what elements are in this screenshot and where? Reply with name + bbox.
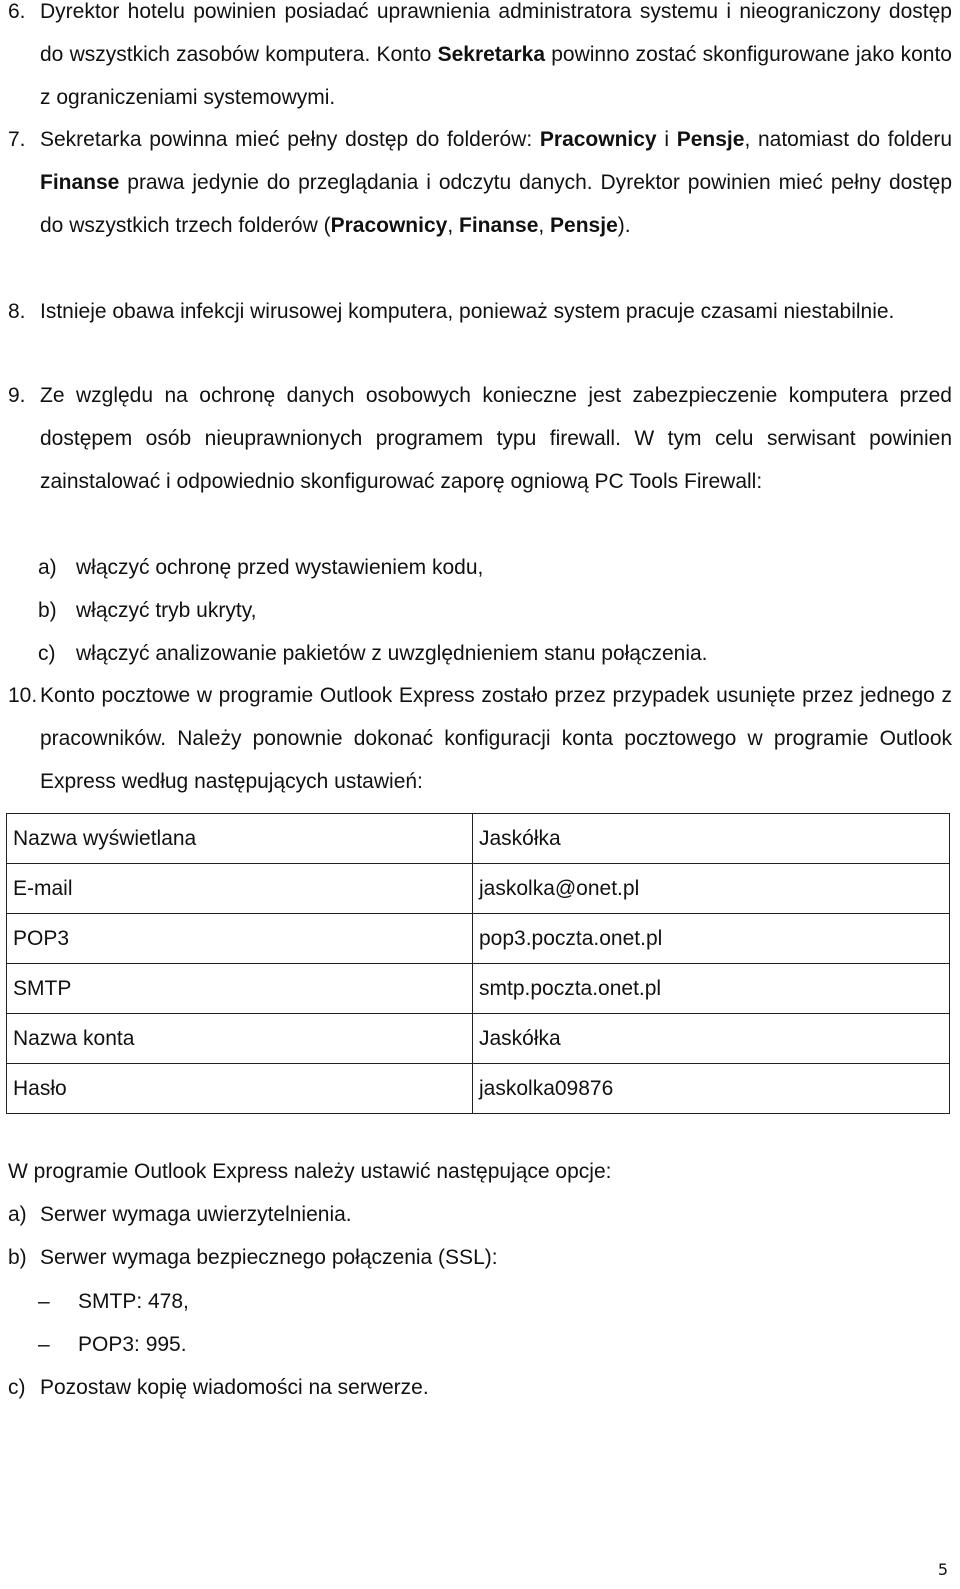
table-row [7,914,950,964]
dash-bullet: – [38,1290,50,1313]
item-number: 8. [8,300,26,323]
item-7 [8,118,952,247]
table-row [7,864,950,914]
item-number: 6. [8,0,26,23]
setting-value: jaskolka09876 [473,1064,950,1114]
item-text: Istnieje obawa infekcji wirusowej komputera, ponieważ system pracuje czasami niestabilnie. [40,300,895,323]
sub-item-b: b) włączyć tryb ukryty, [38,599,257,622]
page-number: 5 [937,1560,948,1579]
item-text: Sekretarka powinna mieć pełny dostęp do folderów: Pracownicy i Pensje, natomiast do folderu Finanse prawa jedynie do przeglądania i odczytu danych. Dyrektor powinien mieć pełny dostęp do wszystkich trzech folderów (Pracownicy, Finanse, Pensje). [40,128,953,237]
option-b-pop3: – POP3: 995. [8,1323,187,1366]
table-row [7,1064,950,1114]
option-b: b) Serwer wymaga bezpiecznego połączenia (SSL): [8,1246,498,1269]
sub-item-c: c) włączyć analizowanie pakietów z uwzględnieniem stanu połączenia. [38,642,708,665]
option-c: c) Pozostaw kopię wiadomości na serwerze. [8,1376,429,1399]
item-number: 10. [8,684,38,707]
setting-value: Jaskółka [473,814,950,864]
item-8 [8,290,952,333]
options-intro: W programie Outlook Express należy ustawić następujące opcje: [8,1160,612,1183]
option-a: a) Serwer wymaga uwierzytelnienia. [8,1203,352,1226]
table-row [7,1014,950,1064]
item-text: Ze względu na ochronę danych osobowych konieczne jest zabezpieczenie komputera przed dostępem osób nieuprawnionych programem typu firewall. W tym celu serwisant powinien zainstalować i odpowiednio skonfigurować zaporę ogniową PC Tools Firewall: [40,384,952,493]
table-row [7,964,950,1014]
item-number: 9. [8,384,26,407]
item-10 [8,674,952,803]
item-6 [8,0,952,119]
setting-value: pop3.poczta.onet.pl [473,914,950,964]
setting-key: E-mail [7,864,473,914]
setting-value: Jaskółka [473,1014,950,1064]
setting-key: Nazwa wyświetlana [7,814,473,864]
item-number: 7. [8,128,26,151]
setting-key: Nazwa konta [7,1014,473,1064]
option-b-smtp: – SMTP: 478, [8,1280,189,1323]
dash-bullet: – [38,1333,50,1356]
item-text: Konto pocztowe w programie Outlook Express zostało przez przypadek usunięte przez jednego z pracowników. Należy ponownie dokonać konfiguracji konta pocztowego w programie Outlook Express według następujących ustawień: [40,684,952,793]
setting-value: jaskolka@onet.pl [473,864,950,914]
table-row [7,814,950,864]
setting-key: SMTP [7,964,473,1014]
setting-key: Hasło [7,1064,473,1114]
item-9 [8,374,952,503]
setting-key: POP3 [7,914,473,964]
account-settings-table [6,813,950,1114]
item-text: Dyrektor hotelu powinien posiadać uprawnienia administratora systemu i nieograniczony dostęp do wszystkich zasobów komputera. Konto Sekretarka powinno zostać skonfigurowane jako konto z ograniczeniami systemowymi. [40,0,952,109]
sub-item-a: a) włączyć ochronę przed wystawieniem kodu, [38,556,484,579]
setting-value: smtp.poczta.onet.pl [473,964,950,1014]
